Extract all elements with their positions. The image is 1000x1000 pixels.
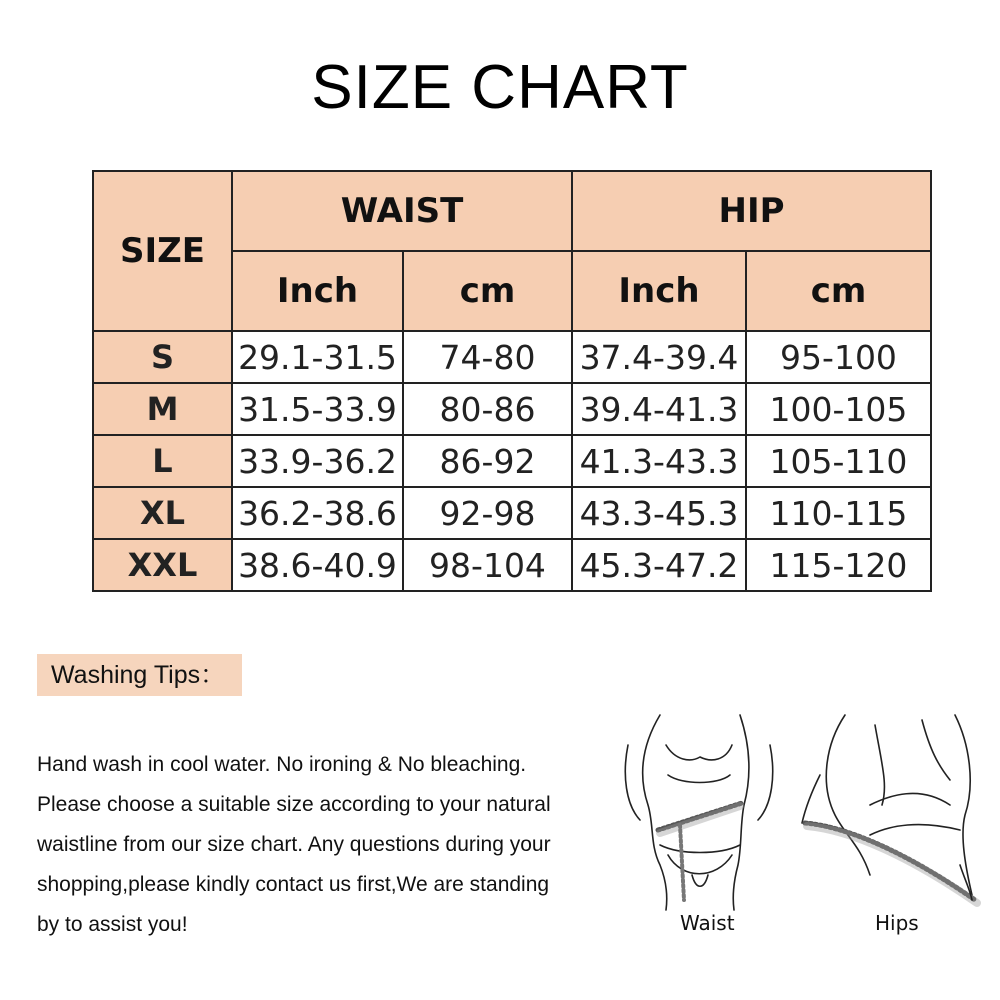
tips-line: Please choose a suitable size according to your natural bbox=[37, 793, 551, 816]
waist-cm-cell: 98-104 bbox=[403, 539, 572, 591]
size-cell: L bbox=[93, 435, 232, 487]
waist-inch-cell: 38.6-40.9 bbox=[232, 539, 403, 591]
waist-inch-cell: 33.9-36.2 bbox=[232, 435, 403, 487]
waist-cm-cell: 80-86 bbox=[403, 383, 572, 435]
table-row bbox=[93, 331, 931, 383]
washing-tips-label: Washing Tips： bbox=[37, 654, 242, 696]
tips-line: Hand wash in cool water. No ironing & No bleaching. bbox=[37, 753, 527, 776]
hip-cm-cell: 100-105 bbox=[746, 383, 931, 435]
size-header: SIZE bbox=[93, 171, 232, 331]
hip-cm-cell: 95-100 bbox=[746, 331, 931, 383]
hip-header: HIP bbox=[572, 171, 931, 251]
hip-cm-cell: 110-115 bbox=[746, 487, 931, 539]
waist-inch-header: Inch bbox=[232, 251, 403, 331]
hip-inch-cell: 43.3-45.3 bbox=[572, 487, 746, 539]
waist-cm-cell: 74-80 bbox=[403, 331, 572, 383]
waist-inch-cell: 29.1-31.5 bbox=[232, 331, 403, 383]
size-cell: M bbox=[93, 383, 232, 435]
tips-line: by to assist you! bbox=[37, 913, 188, 936]
tips-line: waistline from our size chart. Any questions during your bbox=[37, 833, 551, 856]
waist-cm-cell: 86-92 bbox=[403, 435, 572, 487]
table-row bbox=[93, 435, 931, 487]
tips-line: shopping,please kindly contact us first,We are standing bbox=[37, 873, 550, 896]
waist-header: WAIST bbox=[232, 171, 572, 251]
page-title: SIZE CHART bbox=[311, 53, 689, 122]
hips-figure-drawing bbox=[802, 715, 977, 903]
table-row bbox=[93, 487, 931, 539]
waist-cm-cell: 92-98 bbox=[403, 487, 572, 539]
hip-cm-cell: 105-110 bbox=[746, 435, 931, 487]
hip-inch-cell: 39.4-41.3 bbox=[572, 383, 746, 435]
size-cell: XXL bbox=[93, 539, 232, 591]
hip-inch-cell: 37.4-39.4 bbox=[572, 331, 746, 383]
hip-cm-header: cm bbox=[746, 251, 931, 331]
size-chart-table bbox=[92, 170, 932, 592]
waist-inch-cell: 36.2-38.6 bbox=[232, 487, 403, 539]
size-cell: XL bbox=[93, 487, 232, 539]
waist-cm-header: cm bbox=[403, 251, 572, 331]
table-row bbox=[93, 383, 931, 435]
measurement-illustration bbox=[620, 705, 990, 950]
hip-inch-header: Inch bbox=[572, 251, 746, 331]
hip-inch-cell: 41.3-43.3 bbox=[572, 435, 746, 487]
washing-tips-text bbox=[37, 745, 617, 945]
hip-inch-cell: 45.3-47.2 bbox=[572, 539, 746, 591]
hips-label: Hips bbox=[875, 911, 919, 935]
waist-inch-cell: 31.5-33.9 bbox=[232, 383, 403, 435]
waist-figure-drawing bbox=[625, 715, 772, 910]
hip-cm-cell: 115-120 bbox=[746, 539, 931, 591]
waist-label: Waist bbox=[680, 911, 735, 935]
size-cell: S bbox=[93, 331, 232, 383]
table-row bbox=[93, 539, 931, 591]
